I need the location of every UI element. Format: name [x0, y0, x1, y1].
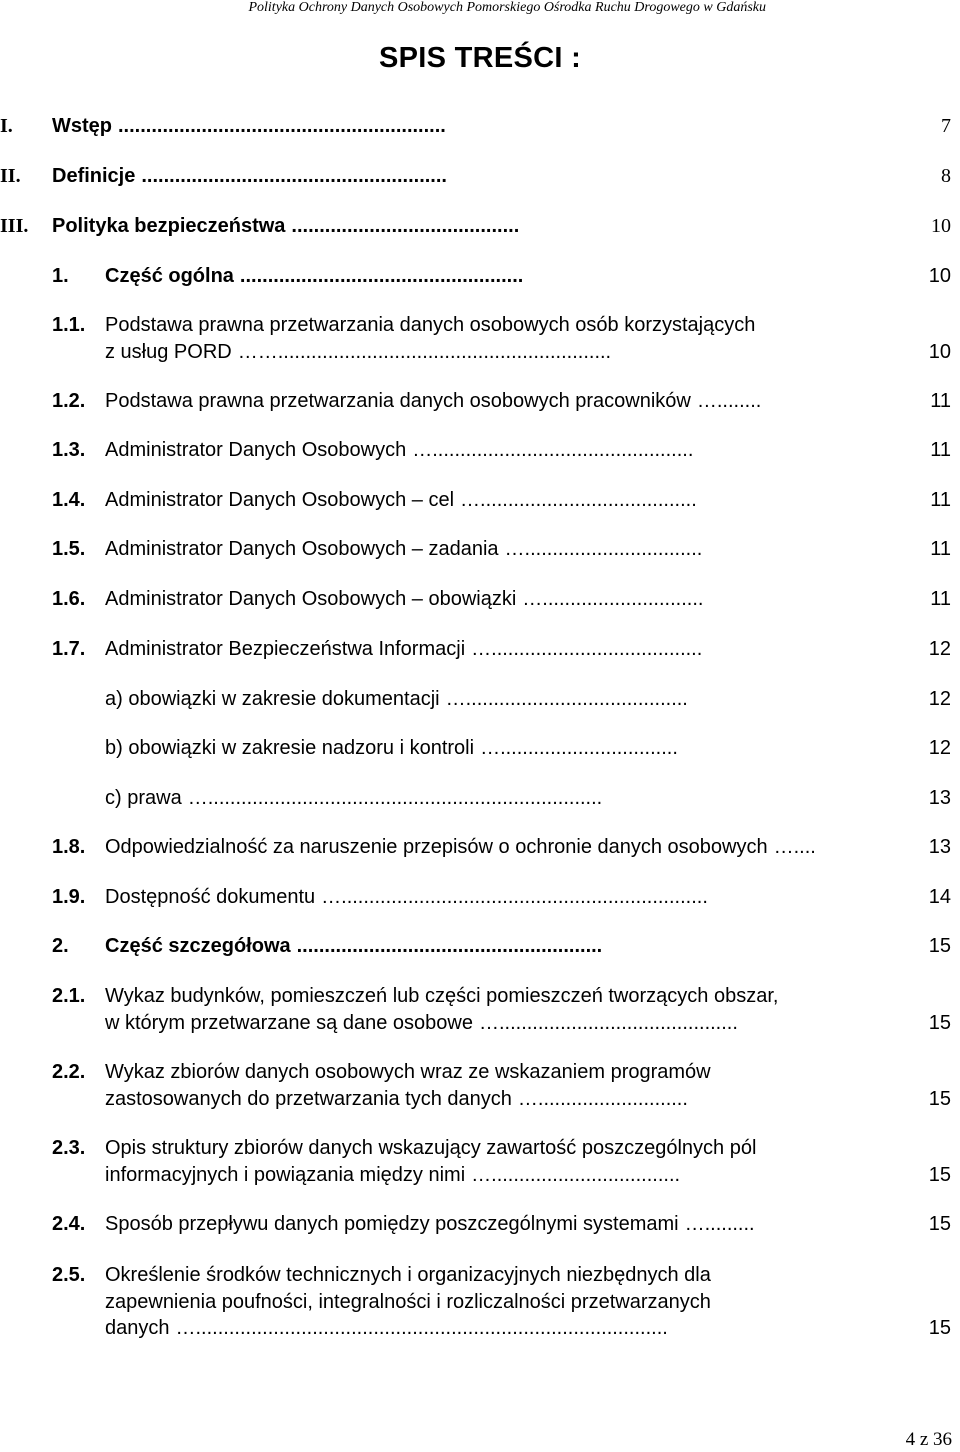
toc-entry-line: Administrator Danych Osobowych – cel	[105, 489, 455, 511]
toc-entry-line: w którym przetwarzane są dane osobowe	[105, 1011, 473, 1034]
toc-entry-number: 1.9.	[52, 886, 86, 908]
toc-entry-title	[105, 312, 878, 365]
toc-entry-page-number: 11	[930, 588, 951, 610]
toc-entry-line: Wstęp	[52, 115, 112, 137]
toc-leader-dots: ….......................................................................	[187, 787, 603, 809]
toc-entry-page-number: 11	[930, 439, 951, 461]
toc-entry-title	[52, 113, 878, 140]
toc-leader-dots: .......................................................	[296, 935, 603, 957]
toc-entry-title	[105, 933, 878, 960]
toc-entry-number: 2.1.	[52, 985, 86, 1007]
toc-entry-line: Określenie środków technicznych i organizacyjnych niezbędnych dla	[105, 1264, 711, 1286]
toc-entry-number: 1.2.	[52, 390, 86, 412]
toc-entry-title	[105, 834, 878, 861]
toc-entry-title	[105, 536, 878, 563]
toc-entry-title	[105, 487, 878, 514]
toc-entry-number: 1.8.	[52, 836, 86, 858]
toc-entry-line: Część szczegółowa	[105, 935, 291, 957]
toc-entry-page-number: 11	[930, 489, 951, 511]
toc-entry-line: Opis struktury zbiorów danych wskazujący zawartość poszczególnych pól	[105, 1137, 757, 1159]
toc-entry-page-number: 10	[928, 265, 951, 287]
toc-entry-line: informacyjnych i powiązania między nimi	[105, 1163, 466, 1186]
toc-leader-dots: ….......................................	[460, 489, 697, 511]
toc-entry-page-number: 7	[941, 115, 951, 137]
toc-entry-title	[105, 1262, 878, 1342]
toc-entry-line: danych	[105, 1317, 170, 1339]
toc-entry-page-number: 15	[928, 1087, 951, 1110]
toc-entry-number: III.	[0, 215, 29, 237]
toc-entry-page-number: 11	[930, 538, 951, 560]
toc-entry-title	[105, 735, 878, 762]
toc-entry-line: a) obowiązki w zakresie dokumentacji	[105, 688, 440, 710]
toc-leader-dots: ...........................................................	[118, 115, 446, 137]
toc-entry-title	[52, 163, 878, 190]
toc-entry-line: Administrator Danych Osobowych	[105, 439, 407, 461]
toc-entry-line: Sposób przepływu danych pomiędzy poszczególnymi systemami	[105, 1213, 679, 1235]
toc-leader-dots: …...............................................	[412, 439, 694, 461]
toc-leader-dots: ...................................................	[239, 265, 524, 287]
toc-entry-number: 2.	[52, 935, 69, 957]
toc-entry-number: 1.	[52, 265, 69, 287]
toc-entry-line: Administrator Danych Osobowych – zadania	[105, 538, 499, 560]
toc-entry-page-number: 13	[928, 787, 951, 809]
toc-entry-line: Wykaz zbiorów danych osobowych wraz ze wskazaniem programów	[105, 1061, 711, 1083]
toc-entry-number: I.	[0, 115, 13, 137]
toc-leader-dots: …................................	[480, 737, 678, 759]
toc-entry-title	[52, 213, 878, 240]
toc-leader-dots: .........................................	[291, 215, 520, 237]
toc-entry-page-number: 13	[928, 836, 951, 858]
toc-entry-line: Administrator Bezpieczeństwa Informacji	[105, 638, 466, 660]
toc-entry-page-number: 14	[928, 886, 951, 908]
toc-entry-title	[105, 686, 878, 713]
toc-entry-line: z usług PORD	[105, 340, 232, 363]
toc-leader-dots: …................................	[504, 538, 703, 560]
toc-leader-dots: …...........................................	[478, 1011, 738, 1034]
toc-entry-title	[105, 983, 878, 1036]
toc-entry-line: Polityka bezpieczeństwa	[52, 215, 286, 237]
toc-entry-page-number: 15	[928, 1317, 951, 1339]
toc-entry-page-number: 15	[928, 1163, 951, 1186]
toc-leader-dots: …..................................	[471, 1163, 681, 1186]
toc-entry-number: 1.7.	[52, 638, 86, 660]
toc-entry-number: 2.3.	[52, 1137, 86, 1159]
page-number: 4 z 36	[905, 1429, 952, 1450]
toc-entry-page-number: 15	[928, 1011, 951, 1034]
toc-leader-dots: …...........................	[517, 1087, 688, 1110]
toc-entry-title	[105, 437, 878, 464]
toc-leader-dots: …......................................	[471, 638, 703, 660]
toc-entry-line: Część ogólna	[105, 265, 234, 287]
toc-entry-line: Dostępność dokumentu	[105, 886, 316, 908]
toc-entry-line: zastosowanych do przetwarzania tych danych	[105, 1087, 512, 1110]
toc-entry-line: Administrator Danych Osobowych – obowiązki	[105, 588, 517, 610]
toc-entry-page-number: 12	[928, 638, 951, 660]
toc-leader-dots: ….........	[684, 1213, 755, 1235]
toc-entry-number: 1.4.	[52, 489, 86, 511]
toc-entry-line: c) prawa	[105, 787, 182, 809]
toc-leader-dots: …........	[696, 390, 762, 412]
toc-entry-title	[105, 636, 878, 663]
toc-entry-number: 1.1.	[52, 314, 86, 336]
toc-entry-number: 1.6.	[52, 588, 86, 610]
toc-entry-title	[105, 1135, 878, 1188]
toc-entry-title	[105, 785, 878, 812]
toc-leader-dots: ….............................	[522, 588, 704, 610]
toc-entry-title	[105, 1059, 878, 1112]
toc-entry-line: b) obowiązki w zakresie nadzoru i kontroli	[105, 737, 475, 759]
toc-entry-page-number: 10	[931, 215, 951, 237]
toc-leader-dots: .......................................................	[141, 165, 447, 187]
toc-entry-line: Definicje	[52, 165, 136, 187]
toc-entry-page-number: 11	[930, 390, 951, 412]
toc-entry-line: Podstawa prawna przetwarzania danych osobowych osób korzystających	[105, 314, 756, 336]
toc-entry-title	[105, 586, 878, 613]
toc-entry-title	[105, 263, 878, 290]
toc-leader-dots: …..................................................................	[321, 886, 708, 908]
toc-entry-line: Wykaz budynków, pomieszczeń lub części pomieszczeń tworzących obszar,	[105, 985, 779, 1007]
toc-entry-number: 1.5.	[52, 538, 86, 560]
toc-entry-page-number: 8	[941, 165, 951, 187]
toc-entry-page-number: 12	[928, 737, 951, 759]
toc-entry-number: II.	[0, 165, 21, 187]
toc-leader-dots: …....	[773, 836, 816, 858]
toc-leader-dots: ….....................................................................................	[175, 1317, 668, 1339]
toc-entry-title	[105, 1211, 878, 1238]
toc-leader-dots: …........................................	[445, 688, 688, 710]
toc-entry-number: 2.5.	[52, 1264, 86, 1286]
toc-entry-line: zapewnienia poufności, integralności i rozliczalności przetwarzanych	[105, 1290, 711, 1313]
toc-entry-page-number: 10	[928, 340, 951, 363]
toc-entry-number: 1.3.	[52, 439, 86, 461]
toc-entry-number: 2.2.	[52, 1061, 86, 1083]
running-header: Polityka Ochrony Danych Osobowych Pomorskiego Ośrodka Ruchu Drogowego w Gdańsku	[248, 0, 766, 15]
toc-entry-page-number: 15	[928, 935, 951, 957]
toc-entry-number: 2.4.	[52, 1213, 86, 1235]
toc-entry-page-number: 15	[928, 1213, 951, 1235]
toc-entry-line: Odpowiedzialność za naruszenie przepisów o ochronie danych osobowych	[105, 836, 768, 858]
page-title: SPIS TREŚCI :	[378, 42, 582, 74]
toc-entry-title	[105, 388, 878, 415]
toc-entry-line: Podstawa prawna przetwarzania danych osobowych pracowników	[105, 390, 691, 412]
toc-entry-title	[105, 884, 878, 911]
toc-entry-page-number: 12	[928, 688, 951, 710]
toc-leader-dots: ……............................................................	[237, 340, 612, 363]
